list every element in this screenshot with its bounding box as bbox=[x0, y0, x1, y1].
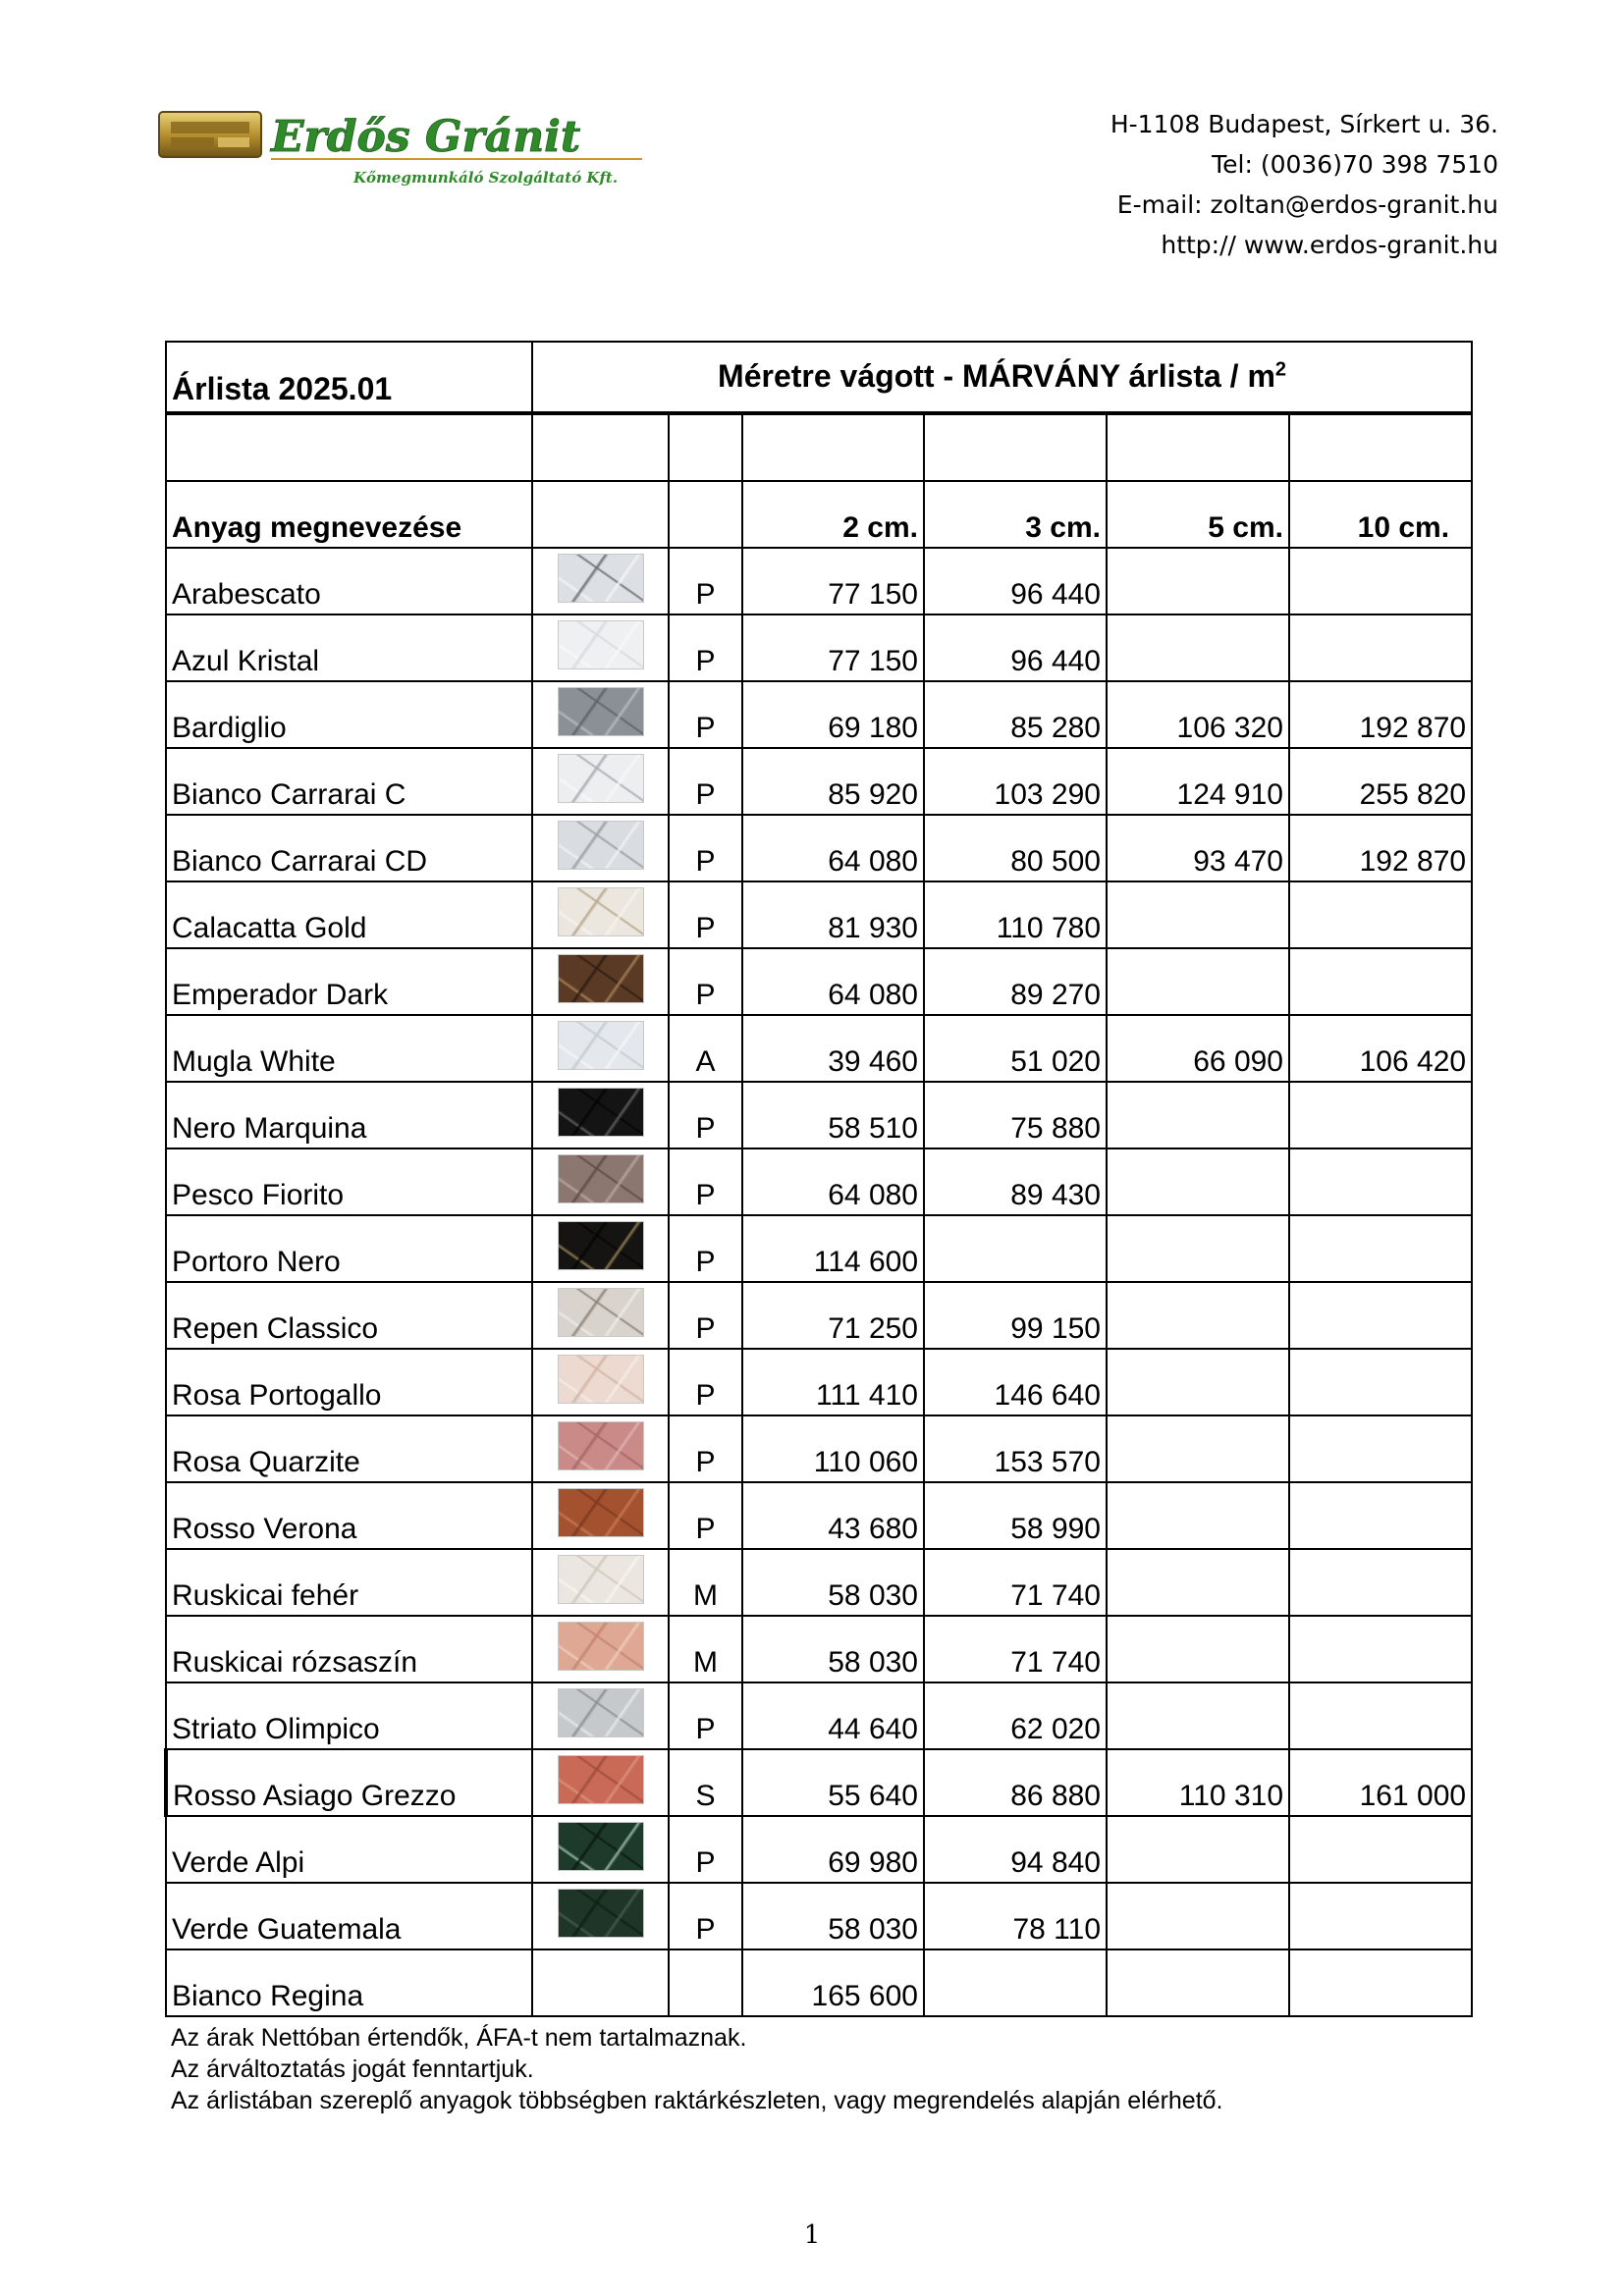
price-10cm bbox=[1289, 1682, 1472, 1749]
table-row bbox=[166, 681, 1472, 748]
material-swatch bbox=[532, 1749, 669, 1816]
note-price-change: Az árváltoztatás jogát fenntartjuk. bbox=[171, 2056, 534, 2083]
material-name: Arabescato bbox=[166, 548, 532, 614]
contact-phone: Tel: (0036)70 398 7510 bbox=[1212, 150, 1498, 179]
material-swatch bbox=[532, 1682, 669, 1749]
price-list-date: Árlista 2025.01 bbox=[166, 342, 532, 413]
price-10cm bbox=[1289, 1949, 1472, 2016]
price-5cm: 106 320 bbox=[1107, 681, 1289, 748]
material-name: Portoro Nero bbox=[166, 1215, 532, 1282]
price-5cm bbox=[1107, 1282, 1289, 1349]
material-swatch bbox=[532, 1015, 669, 1082]
price-2cm: 69 980 bbox=[742, 1816, 924, 1883]
price-3cm: 85 280 bbox=[924, 681, 1107, 748]
material-swatch bbox=[532, 1816, 669, 1883]
table-row bbox=[166, 1616, 1472, 1682]
price-3cm: 94 840 bbox=[924, 1816, 1107, 1883]
price-10cm bbox=[1289, 1816, 1472, 1883]
price-2cm: 64 080 bbox=[742, 815, 924, 881]
material-name: Striato Olimpico bbox=[166, 1682, 532, 1749]
marble-swatch-image bbox=[558, 554, 644, 603]
price-5cm bbox=[1107, 1816, 1289, 1883]
marble-swatch-image bbox=[558, 1755, 644, 1804]
material-name: Mugla White bbox=[166, 1015, 532, 1082]
material-code: P bbox=[669, 1816, 742, 1883]
marble-swatch-image bbox=[558, 1889, 644, 1938]
price-10cm bbox=[1289, 1415, 1472, 1482]
price-10cm bbox=[1289, 1883, 1472, 1949]
material-name: Azul Kristal bbox=[166, 614, 532, 681]
logo-wordmark: Erdős Gránit bbox=[271, 112, 581, 162]
material-name: Rosso Verona bbox=[166, 1482, 532, 1549]
marble-swatch-image bbox=[558, 1622, 644, 1671]
price-10cm bbox=[1289, 1349, 1472, 1415]
price-5cm bbox=[1107, 1616, 1289, 1682]
material-name: Emperador Dark bbox=[166, 948, 532, 1015]
price-3cm: 78 110 bbox=[924, 1883, 1107, 1949]
marble-swatch-image bbox=[558, 1822, 644, 1871]
price-2cm: 44 640 bbox=[742, 1682, 924, 1749]
price-10cm bbox=[1289, 1616, 1472, 1682]
material-code: P bbox=[669, 1415, 742, 1482]
header-5cm: 5 cm. bbox=[1107, 481, 1289, 548]
material-code: P bbox=[669, 548, 742, 614]
material-name: Nero Marquina bbox=[166, 1082, 532, 1148]
price-5cm: 110 310 bbox=[1107, 1749, 1289, 1816]
table-row bbox=[166, 548, 1472, 614]
table-row bbox=[166, 1082, 1472, 1148]
price-3cm: 71 740 bbox=[924, 1616, 1107, 1682]
price-5cm bbox=[1107, 948, 1289, 1015]
price-5cm bbox=[1107, 1482, 1289, 1549]
price-2cm: 64 080 bbox=[742, 1148, 924, 1215]
price-3cm: 71 740 bbox=[924, 1549, 1107, 1616]
material-name: Bardiglio bbox=[166, 681, 532, 748]
price-2cm: 165 600 bbox=[742, 1949, 924, 2016]
material-name: Verde Alpi bbox=[166, 1816, 532, 1883]
material-name: Verde Guatemala bbox=[166, 1883, 532, 1949]
page-number: 1 bbox=[803, 2220, 821, 2250]
table-row bbox=[166, 1282, 1472, 1349]
table-row bbox=[166, 748, 1472, 815]
table-row bbox=[166, 881, 1472, 948]
table-row bbox=[166, 1015, 1472, 1082]
price-5cm bbox=[1107, 548, 1289, 614]
material-swatch bbox=[532, 681, 669, 748]
price-2cm: 110 060 bbox=[742, 1415, 924, 1482]
price-3cm: 89 430 bbox=[924, 1148, 1107, 1215]
price-3cm: 96 440 bbox=[924, 614, 1107, 681]
price-3cm: 99 150 bbox=[924, 1282, 1107, 1349]
table-row bbox=[166, 1349, 1472, 1415]
price-5cm bbox=[1107, 1415, 1289, 1482]
price-2cm: 58 030 bbox=[742, 1616, 924, 1682]
material-code: P bbox=[669, 1349, 742, 1415]
note-availability: Az árlistában szereplő anyagok többségben raktárkészleten, vagy megrendelés alapján elérhető. bbox=[171, 2087, 1223, 2114]
price-5cm bbox=[1107, 1549, 1289, 1616]
price-10cm bbox=[1289, 1549, 1472, 1616]
material-swatch bbox=[532, 881, 669, 948]
price-10cm bbox=[1289, 1482, 1472, 1549]
price-10cm bbox=[1289, 548, 1472, 614]
table-row bbox=[166, 1949, 1472, 2016]
material-name: Rosso Asiago Grezzo bbox=[166, 1749, 532, 1816]
material-swatch bbox=[532, 1549, 669, 1616]
price-2cm: 69 180 bbox=[742, 681, 924, 748]
material-name: Bianco Carrarai CD bbox=[166, 815, 532, 881]
material-code: P bbox=[669, 1282, 742, 1349]
marble-swatch-image bbox=[558, 954, 644, 1003]
price-10cm bbox=[1289, 948, 1472, 1015]
table-row bbox=[166, 948, 1472, 1015]
material-code: P bbox=[669, 1148, 742, 1215]
material-code: A bbox=[669, 1015, 742, 1082]
material-name: Bianco Regina bbox=[166, 1949, 532, 2016]
price-2cm: 64 080 bbox=[742, 948, 924, 1015]
marble-swatch-image bbox=[558, 1355, 644, 1404]
price-10cm: 106 420 bbox=[1289, 1015, 1472, 1082]
material-name: Pesco Fiorito bbox=[166, 1148, 532, 1215]
material-name: Rosa Portogallo bbox=[166, 1349, 532, 1415]
marble-swatch-image bbox=[558, 1688, 644, 1737]
header-3cm: 3 cm. bbox=[924, 481, 1107, 548]
price-3cm: 103 290 bbox=[924, 748, 1107, 815]
table-row bbox=[166, 1415, 1472, 1482]
material-name: Rosa Quarzite bbox=[166, 1415, 532, 1482]
marble-swatch-image bbox=[558, 821, 644, 870]
material-swatch bbox=[532, 1482, 669, 1549]
price-3cm: 51 020 bbox=[924, 1015, 1107, 1082]
material-swatch bbox=[532, 1349, 669, 1415]
marble-swatch-image bbox=[558, 1154, 644, 1203]
material-name: Ruskicai fehér bbox=[166, 1549, 532, 1616]
price-5cm bbox=[1107, 614, 1289, 681]
material-code: P bbox=[669, 815, 742, 881]
material-code: P bbox=[669, 1215, 742, 1282]
material-name: Repen Classico bbox=[166, 1282, 532, 1349]
table-row bbox=[166, 1482, 1472, 1549]
material-swatch bbox=[532, 614, 669, 681]
logo-subtitle: Kőmegmunkáló Szolgáltató Kft. bbox=[353, 169, 619, 187]
price-3cm bbox=[924, 1215, 1107, 1282]
price-2cm: 114 600 bbox=[742, 1215, 924, 1282]
material-code: P bbox=[669, 748, 742, 815]
price-3cm: 110 780 bbox=[924, 881, 1107, 948]
material-code: P bbox=[669, 1082, 742, 1148]
material-code: P bbox=[669, 1883, 742, 1949]
price-2cm: 58 510 bbox=[742, 1082, 924, 1148]
material-swatch bbox=[532, 1949, 669, 2016]
material-code: P bbox=[669, 881, 742, 948]
price-2cm: 85 920 bbox=[742, 748, 924, 815]
material-name: Calacatta Gold bbox=[166, 881, 532, 948]
marble-swatch-image bbox=[558, 687, 644, 736]
table-row bbox=[166, 815, 1472, 881]
material-code: M bbox=[669, 1549, 742, 1616]
marble-swatch-image bbox=[558, 620, 644, 669]
marble-swatch-image bbox=[558, 1421, 644, 1470]
material-swatch bbox=[532, 1616, 669, 1682]
material-name: Bianco Carrarai C bbox=[166, 748, 532, 815]
price-2cm: 81 930 bbox=[742, 881, 924, 948]
material-swatch bbox=[532, 815, 669, 881]
price-10cm: 255 820 bbox=[1289, 748, 1472, 815]
price-5cm bbox=[1107, 1082, 1289, 1148]
price-10cm: 192 870 bbox=[1289, 815, 1472, 881]
table-row bbox=[166, 1549, 1472, 1616]
price-10cm bbox=[1289, 614, 1472, 681]
material-code: S bbox=[669, 1749, 742, 1816]
material-swatch bbox=[532, 948, 669, 1015]
marble-swatch-image bbox=[558, 1221, 644, 1270]
price-2cm: 39 460 bbox=[742, 1015, 924, 1082]
marble-swatch-image bbox=[558, 1555, 644, 1604]
price-5cm: 66 090 bbox=[1107, 1015, 1289, 1082]
marble-swatch-image bbox=[558, 887, 644, 936]
header-2cm: 2 cm. bbox=[742, 481, 924, 548]
price-5cm bbox=[1107, 881, 1289, 948]
price-2cm: 58 030 bbox=[742, 1549, 924, 1616]
material-code: P bbox=[669, 948, 742, 1015]
price-5cm bbox=[1107, 1883, 1289, 1949]
contact-web: http:// www.erdos-granit.hu bbox=[1161, 231, 1498, 259]
price-3cm: 86 880 bbox=[924, 1749, 1107, 1816]
price-5cm bbox=[1107, 1148, 1289, 1215]
table-header-row bbox=[166, 481, 1472, 548]
price-10cm bbox=[1289, 1215, 1472, 1282]
contact-address: H-1108 Budapest, Sírkert u. 36. bbox=[1110, 110, 1498, 138]
price-table bbox=[164, 341, 1473, 2017]
table-row bbox=[166, 1148, 1472, 1215]
table-row bbox=[166, 1749, 1472, 1816]
price-3cm: 62 020 bbox=[924, 1682, 1107, 1749]
price-5cm: 93 470 bbox=[1107, 815, 1289, 881]
price-list-title: Méretre vágott - MÁRVÁNY árlista / $m^2$ bbox=[532, 342, 1472, 413]
marble-swatch-image bbox=[558, 1021, 644, 1070]
material-code: M bbox=[669, 1616, 742, 1682]
material-code: P bbox=[669, 614, 742, 681]
erdos-granit-logo bbox=[157, 106, 648, 196]
header-material-name: Anyag megnevezése bbox=[166, 481, 532, 548]
logo-emblem bbox=[159, 112, 261, 157]
table-blank-row bbox=[166, 413, 1472, 481]
table-row bbox=[166, 1215, 1472, 1282]
table-title-row bbox=[166, 342, 1472, 413]
material-code: P bbox=[669, 1482, 742, 1549]
price-5cm bbox=[1107, 1349, 1289, 1415]
material-swatch bbox=[532, 1883, 669, 1949]
material-name: Ruskicai rózsaszín bbox=[166, 1616, 532, 1682]
price-10cm: 192 870 bbox=[1289, 681, 1472, 748]
price-10cm bbox=[1289, 1148, 1472, 1215]
material-swatch bbox=[532, 548, 669, 614]
price-10cm bbox=[1289, 1282, 1472, 1349]
table-row bbox=[166, 1682, 1472, 1749]
material-code bbox=[669, 1949, 742, 2016]
price-5cm bbox=[1107, 1949, 1289, 2016]
table-row bbox=[166, 614, 1472, 681]
table-row bbox=[166, 1883, 1472, 1949]
price-5cm bbox=[1107, 1682, 1289, 1749]
material-swatch bbox=[532, 1148, 669, 1215]
contact-block bbox=[1110, 104, 1498, 265]
price-3cm: 58 990 bbox=[924, 1482, 1107, 1549]
material-code: P bbox=[669, 1682, 742, 1749]
price-10cm: 161 000 bbox=[1289, 1749, 1472, 1816]
price-2cm: 111 410 bbox=[742, 1349, 924, 1415]
marble-swatch-image bbox=[558, 754, 644, 803]
price-2cm: 58 030 bbox=[742, 1883, 924, 1949]
footer-notes bbox=[171, 2022, 1223, 2116]
material-swatch bbox=[532, 1415, 669, 1482]
price-3cm: 75 880 bbox=[924, 1082, 1107, 1148]
header-10cm: 10 cm. bbox=[1289, 481, 1472, 548]
price-2cm: 43 680 bbox=[742, 1482, 924, 1549]
price-2cm: 71 250 bbox=[742, 1282, 924, 1349]
price-3cm: 146 640 bbox=[924, 1349, 1107, 1415]
material-code: P bbox=[669, 681, 742, 748]
note-net-prices: Az árak Nettóban értendők, ÁFA-t nem tartalmaznak. bbox=[171, 2024, 747, 2052]
contact-email: E-mail: zoltan@erdos-granit.hu bbox=[1116, 190, 1498, 219]
material-swatch bbox=[532, 1215, 669, 1282]
price-3cm: 80 500 bbox=[924, 815, 1107, 881]
material-swatch bbox=[532, 748, 669, 815]
price-2cm: 77 150 bbox=[742, 614, 924, 681]
marble-swatch-image bbox=[558, 1088, 644, 1137]
price-2cm: 55 640 bbox=[742, 1749, 924, 1816]
marble-swatch-image bbox=[558, 1488, 644, 1537]
table-row bbox=[166, 1816, 1472, 1883]
price-3cm: 153 570 bbox=[924, 1415, 1107, 1482]
material-swatch bbox=[532, 1282, 669, 1349]
price-3cm bbox=[924, 1949, 1107, 2016]
price-5cm: 124 910 bbox=[1107, 748, 1289, 815]
price-10cm bbox=[1289, 1082, 1472, 1148]
price-5cm bbox=[1107, 1215, 1289, 1282]
price-10cm bbox=[1289, 881, 1472, 948]
material-swatch bbox=[532, 1082, 669, 1148]
price-2cm: 77 150 bbox=[742, 548, 924, 614]
price-3cm: 96 440 bbox=[924, 548, 1107, 614]
marble-swatch-image bbox=[558, 1288, 644, 1337]
price-3cm: 89 270 bbox=[924, 948, 1107, 1015]
